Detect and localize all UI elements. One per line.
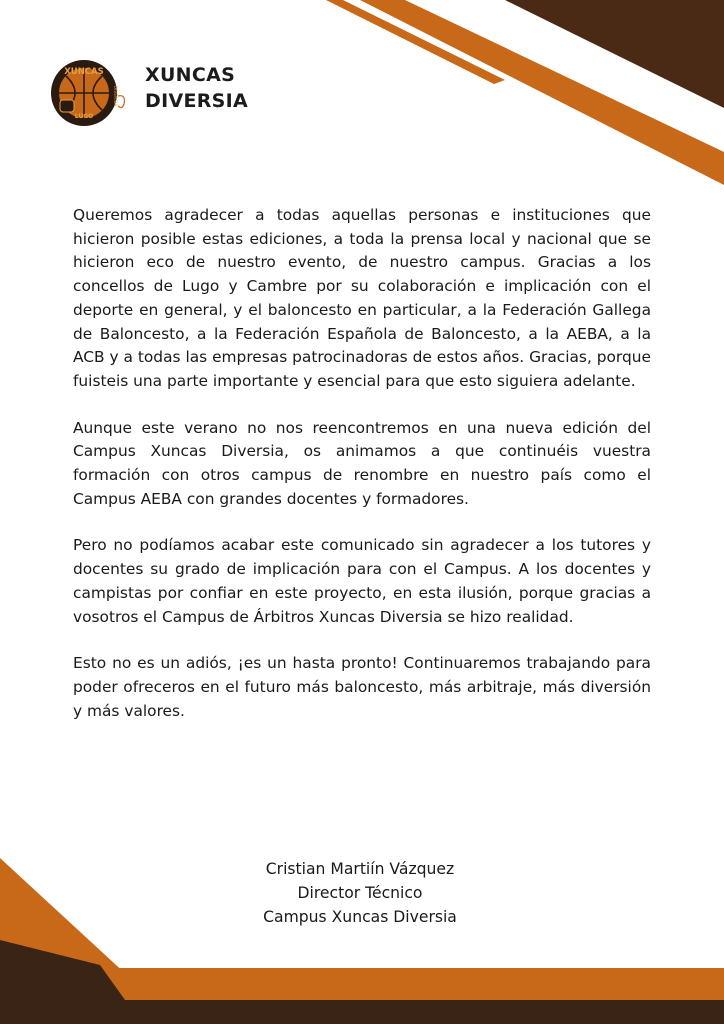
signature-block xyxy=(200,857,520,929)
letter-body xyxy=(73,204,651,746)
brand-line-1: XUNCAS xyxy=(145,64,236,86)
paragraph-farewell: Esto no es un adiós, ¡es un hasta pronto! Continuaremos trabajando para poder ofreceros en el futuro más baloncesto, más arbitraje, más diversión y más valores. xyxy=(73,654,651,720)
signature-org: Campus Xuncas Diversia xyxy=(263,908,457,926)
signature-role: Director Técnico xyxy=(297,884,423,902)
logo-side-text: DIVERSIA xyxy=(112,85,117,107)
brand-name xyxy=(145,62,248,114)
signature-name: Cristian Martiín Vázquez xyxy=(265,860,455,878)
paragraph-thanks: Queremos agradecer a todas aquellas personas e instituciones que hicieron posible estas ediciones, a toda la prensa local y nacional que se hicieron eco de nuestro evento, de nuestro campus. Gracias a los concellos de Lugo y Cambre por su colaboración e implicación con el deporte en general, y el baloncesto en particular, a la Federación Gallega de Baloncesto, a la Federación Española de Baloncesto, a la AEBA, a la ACB y a todas las empresas patrocinadoras de estos años. Gracias, porque fuisteis una parte importante y esencial para que esto siguiera adelante. xyxy=(73,206,651,390)
paragraph-tutors: Pero no podíamos acabar este comunicado sin agradecer a los tutores y docentes su grado de implicación para con el Campus. A los docentes y campistas por confiar en este proyecto, en esta ilusión, porque gracias a vosotros el Campus de Árbitros Xuncas Diversia se hizo realidad. xyxy=(73,536,651,626)
logo-sub-text: LUGO xyxy=(74,113,94,120)
xuncas-logo xyxy=(48,56,134,130)
paragraph-summer: Aunque este verano no nos reencontremos en una nueva edición del Campus Xuncas Diversia, os animamos a que continuéis vuestra formación con otros campus de renombre en nuestro país como el Campus AEBA con grandes docentes y formadores. xyxy=(73,418,651,508)
brand-line-2: DIVERSIA xyxy=(145,90,249,112)
logo-main-text: XUNCAS xyxy=(64,67,104,77)
bottom-orange-stripe xyxy=(110,968,724,1000)
